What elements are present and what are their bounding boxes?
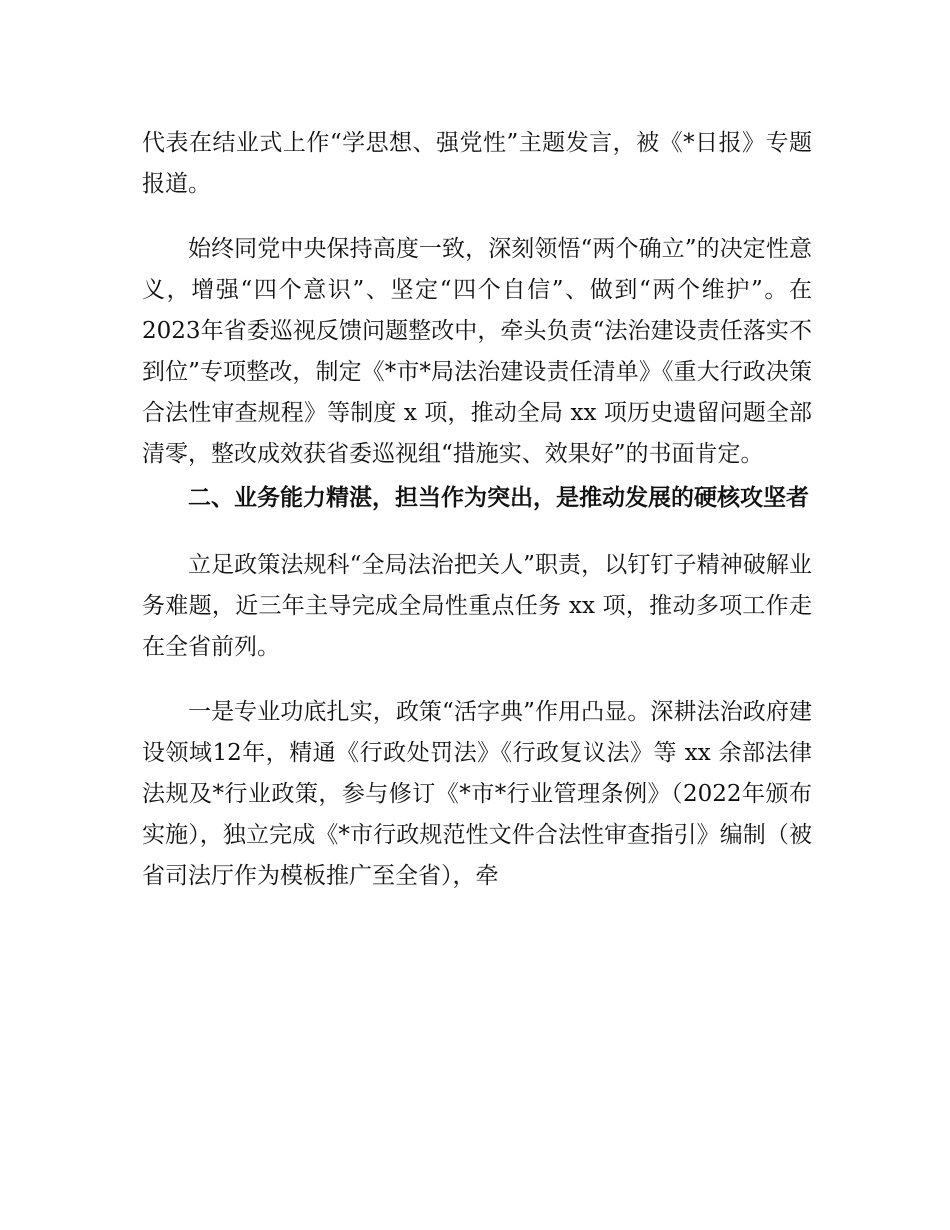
document-body (142, 123, 812, 897)
paragraph-policy-duties: 立足政策法规科“全局法治把关人”职责，以钉钉子精神破解业务难题，近三年主导完成全局性重点任务 xx 项，推动多项工作走在全省前列。 (142, 552, 812, 660)
section-heading-2: 二、业务能力精湛，担当作为突出，是推动发展的硬核攻坚者 (188, 485, 809, 511)
paragraph-political-loyalty: 始终同党中央保持高度一致，深刻领悟“两个确立”的决定性意义，增强“四个意识”、坚定“四个自信”、做到“两个维护”。在2023年省委巡视反馈问题整改中，牵头负责“法治建设责任落实不到位”专项整改，制定《*市*局法治建设责任清单》《重大行政决策合法性审查规程》等制度 x 项，推动全局 xx 项历史遗留问题全部清零，整改成效获省委巡视组“措施实、效果好”的书面肯定。 (142, 236, 812, 467)
paragraph-continuation: 代表在结业式上作“学思想、强党性”主题发言，被《*日报》专题报道。 (142, 130, 812, 197)
paragraph-professional-skills: 一是专业功底扎实，政策“活字典”作用凸显。深耕法治政府建设领域12年，精通《行政处罚法》《行政复议法》等 xx 余部法律法规及*行业政策，参与修订《*市*行业管理条例》（2022年颁布实施），独立完成《*市行政规范性文件合法性审查指引》编制（被省司法厅作为模板推广至全省），牵 (142, 699, 812, 889)
